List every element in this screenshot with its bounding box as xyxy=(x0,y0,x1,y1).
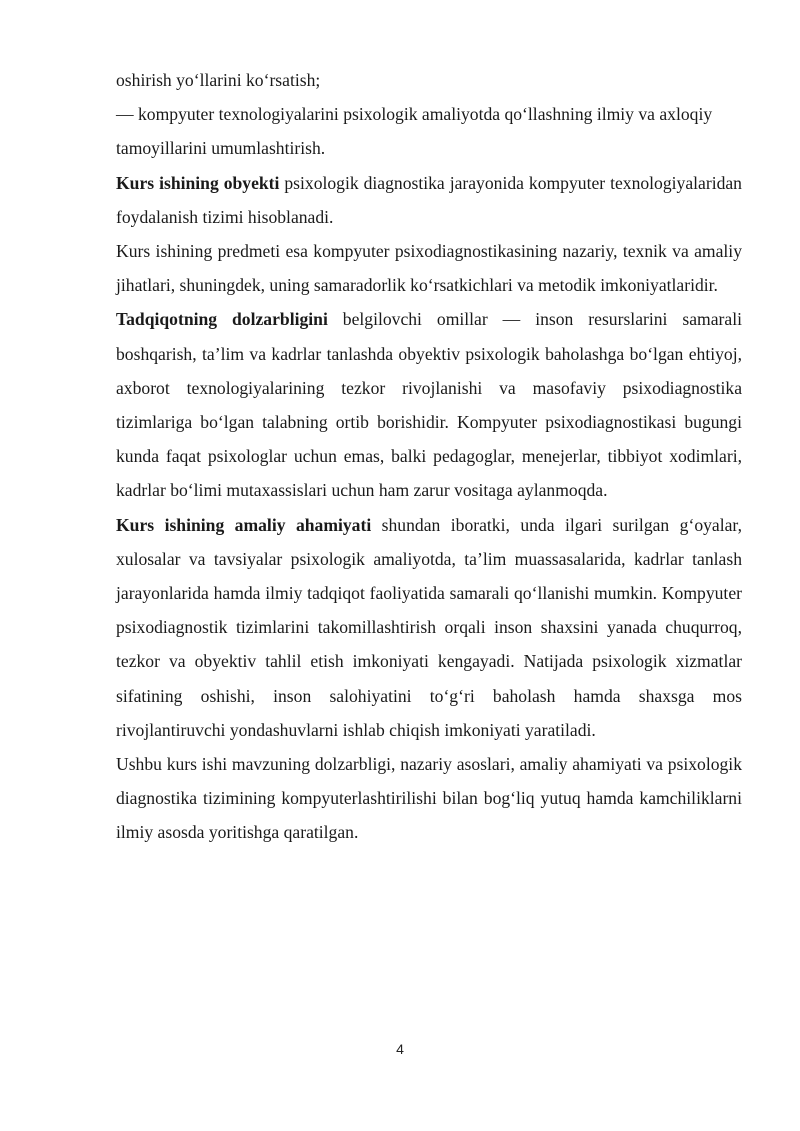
paragraph-text: shundan iboratki, unda ilgari surilgan g‘oyalar, xulosalar va tavsiyalar psixologik amaliyotda, ta’lim muassasalarida, kadrlar tanlash jarayonlarida hamda ilmiy tadqiqot faoliyatida samarali qo‘llanishi mumkin. Kompyuter psixodiagnostik tizimlarini takomillashtirish orqali inson shaxsini yanada chuqurroq, tezkor va obyektiv tahlil etish imkoniyati kengayadi. Natijada psixologik xizmatlar sifatining oshishi, inson salohiyatini to‘g‘ri baholash hamda shaxsga mos rivojlantiruvchi yondashuvlarni ishlab chiqish imkoniyati yaratiladi. xyxy=(116,514,742,740)
paragraph-text: oshirish yo‘llarini ko‘rsatish; xyxy=(116,70,321,90)
paragraph-heading: Kurs ishining obyekti xyxy=(116,172,280,193)
page-number: 4 xyxy=(396,1041,404,1057)
paragraph-text: Kurs ishining predmeti esa kompyuter psixodiagnostikasining nazariy, texnik va amaliy jihatlari, shuningdek, uning samaradorlik ko‘rsatkichlari va metodik imkoniyatlaridir. xyxy=(116,241,742,296)
paragraph-heading: Tadqiqotning dolzarbligini xyxy=(116,309,328,330)
paragraph-text: psixologik diagnostika jarayonida kompyuter texnologiyalaridan foydalanish tizimi hisoblanadi. xyxy=(116,172,742,227)
paragraph-goals-end xyxy=(116,63,742,97)
paragraph-heading: Kurs ishining amaliy ahamiyati xyxy=(116,514,372,535)
paragraph-goal-item xyxy=(116,97,742,165)
paragraph-practical-significance xyxy=(116,508,742,747)
paragraph-text: — kompyuter texnologiyalarini psixologik amaliyotda qo‘llashning ilmiy va axloqiy tamoyillarini umumlashtirish. xyxy=(116,104,713,159)
paragraph-relevance xyxy=(116,302,742,507)
paragraph-conclusion xyxy=(116,747,742,850)
document-body xyxy=(116,63,742,850)
paragraph-text: Ushbu kurs ishi mavzuning dolzarbligi, nazariy asoslari, amaliy ahamiyati va psixologik diagnostika tizimining kompyuterlashtirilishi bilan bog‘liq yutuq hamda kamchiliklarni ilmiy asosda yoritishga qaratilgan. xyxy=(116,754,742,843)
paragraph-text: belgilovchi omillar — inson resurslarini samarali boshqarish, ta’lim va kadrlar tanlashda obyektiv psixologik baholashga bo‘lgan ehtiyoj, axborot texnologiyalarining tezkor rivojlanishi va masofaviy psixodiagnostika tizimlariga bo‘lgan talabning ortib borishidir. Kompyuter psixodiagnostikasi bugungi kunda faqat psixologlar uchun emas, balki pedagoglar, menejerlar, tibbiyot xodimlari, kadrlar bo‘limi mutaxassislari uchun ham zarur vositaga aylanmoqda. xyxy=(116,309,742,501)
paragraph-object xyxy=(116,166,742,234)
paragraph-subject xyxy=(116,234,742,302)
